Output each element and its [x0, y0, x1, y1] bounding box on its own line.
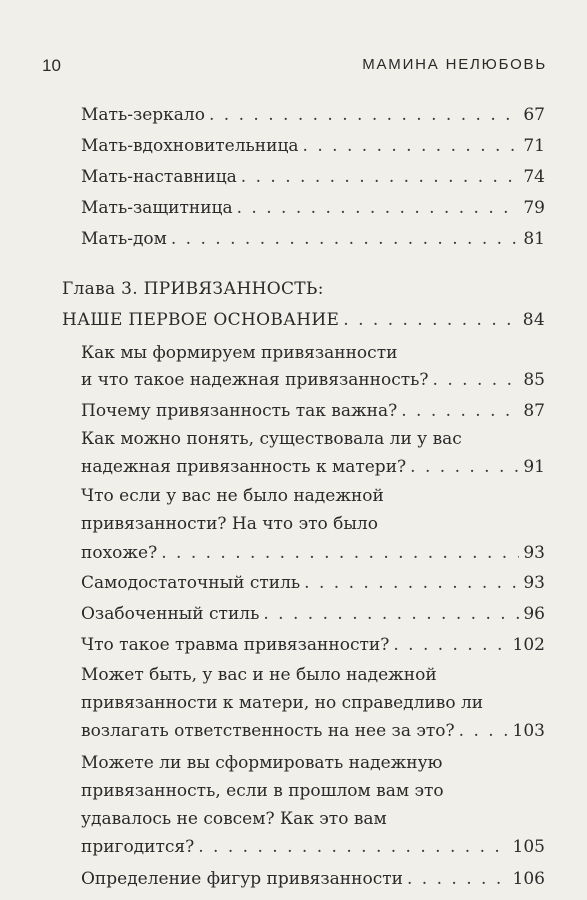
toc-entry-page: 79: [523, 198, 545, 218]
toc-entry-line: [81, 513, 545, 535]
toc-entry-title: Что такое травма привязанности?: [81, 635, 390, 655]
toc-entry-page: 105: [512, 837, 545, 857]
leader-dots: [433, 369, 520, 391]
toc-entry-line: [81, 664, 545, 686]
toc-entry: [81, 135, 545, 157]
toc-entry: [81, 197, 545, 219]
toc-entry: [81, 836, 545, 858]
toc-entry-title: Что если у вас не было надежной: [81, 486, 384, 506]
toc-entry-line: [81, 752, 545, 774]
leader-dots: [459, 720, 509, 742]
toc-entry-title: Самодостаточный стиль: [81, 573, 301, 593]
chapter-heading: [62, 309, 545, 331]
toc-entry: [81, 603, 545, 625]
toc-entry-title: привязанности к матери, но справедливо ли: [81, 693, 484, 713]
toc-entry-page: 71: [523, 136, 545, 156]
toc-entry-title: Мать-защитница: [81, 198, 233, 218]
toc-entry: [81, 104, 545, 126]
toc-entry-line: [81, 342, 545, 364]
toc-entry-title: привязанность, если в прошлом вам это: [81, 781, 444, 801]
toc-entry-page: 96: [523, 604, 545, 624]
toc-entry: [81, 634, 545, 656]
toc-entry-title: Мать-зеркало: [81, 105, 205, 125]
chapter-title: Глава 3. ПРИВЯЗАННОСТЬ:: [62, 279, 324, 299]
leader-dots: [401, 400, 519, 422]
toc-entry-line: [81, 485, 545, 507]
toc-entry-line: [81, 428, 545, 450]
toc-entry: [81, 369, 545, 391]
toc-entry-title: Как мы формируем привязанности: [81, 343, 398, 363]
running-title: МАМИНА НЕЛЮБОВЬ: [362, 56, 547, 73]
toc-entry-title: Почему привязанность так важна?: [81, 401, 398, 421]
toc-entry-title: привязанности? На что это было: [81, 514, 378, 534]
leader-dots: [209, 104, 519, 126]
toc-entry-title: надежная привязанность к матери?: [81, 457, 407, 477]
chapter-title: НАШЕ ПЕРВОЕ ОСНОВАНИЕ: [62, 310, 340, 330]
toc-entry: [81, 228, 545, 250]
toc-entry-page: 93: [523, 543, 545, 563]
toc-entry-line: [81, 780, 545, 802]
toc-entry-title: Мать-вдохновительница: [81, 136, 299, 156]
toc-entry-page: 103: [512, 721, 545, 741]
toc-entry: [81, 572, 545, 594]
leader-dots: [161, 542, 519, 564]
leader-dots: [241, 166, 520, 188]
toc-entry-page: 93: [523, 573, 545, 593]
toc-entry: [81, 400, 545, 422]
toc-entry-page: 67: [523, 105, 545, 125]
toc-entry-page: 91: [523, 457, 545, 477]
leader-dots: [303, 135, 520, 157]
chapter-heading-line1: [62, 278, 545, 300]
toc-entry: [81, 720, 545, 742]
toc-entry-title: Определение фигур привязанности: [81, 869, 403, 889]
toc-entry-title: Озабоченный стиль: [81, 604, 260, 624]
leader-dots: [410, 456, 519, 478]
page-number: 10: [42, 56, 61, 75]
toc-entry-page: 81: [523, 229, 545, 249]
toc-entry-page: 84: [522, 310, 545, 330]
leader-dots: [171, 228, 519, 250]
toc-entry-title: пригодится?: [81, 837, 195, 857]
leader-dots: [237, 197, 520, 219]
toc-entry-page: 85: [523, 370, 545, 390]
leader-dots: [343, 309, 519, 331]
toc-entry-line: [81, 692, 545, 714]
leader-dots: [263, 603, 519, 625]
page-header: [42, 56, 547, 76]
toc-entry-page: 87: [523, 401, 545, 421]
toc-entry-title: Мать-дом: [81, 229, 167, 249]
leader-dots: [393, 634, 508, 656]
toc-entry-title: Как можно понять, существовала ли у вас: [81, 429, 462, 449]
toc-entry-title: Может быть, у вас и не было надежной: [81, 665, 437, 685]
toc-entry-title: удавалось не совсем? Как это вам: [81, 809, 387, 829]
toc-entry-page: 74: [523, 167, 545, 187]
toc-entry: [81, 868, 545, 890]
leader-dots: [407, 868, 509, 890]
toc-entry-title: Можете ли вы сформировать надежную: [81, 753, 443, 773]
toc-entry-page: 102: [512, 635, 545, 655]
toc-entry: [81, 542, 545, 564]
toc-entry-title: и что такое надежная привязанность?: [81, 370, 429, 390]
toc-entry-title: возлагать ответственность на нее за это?: [81, 721, 455, 741]
leader-dots: [304, 572, 519, 594]
toc-entry: [81, 456, 545, 478]
toc-entry-line: [81, 808, 545, 830]
leader-dots: [198, 836, 508, 858]
toc-entry-title: похоже?: [81, 543, 158, 563]
toc-entry-title: Мать-наставница: [81, 167, 237, 187]
toc-entry-page: 106: [512, 869, 545, 889]
toc-entry: [81, 166, 545, 188]
